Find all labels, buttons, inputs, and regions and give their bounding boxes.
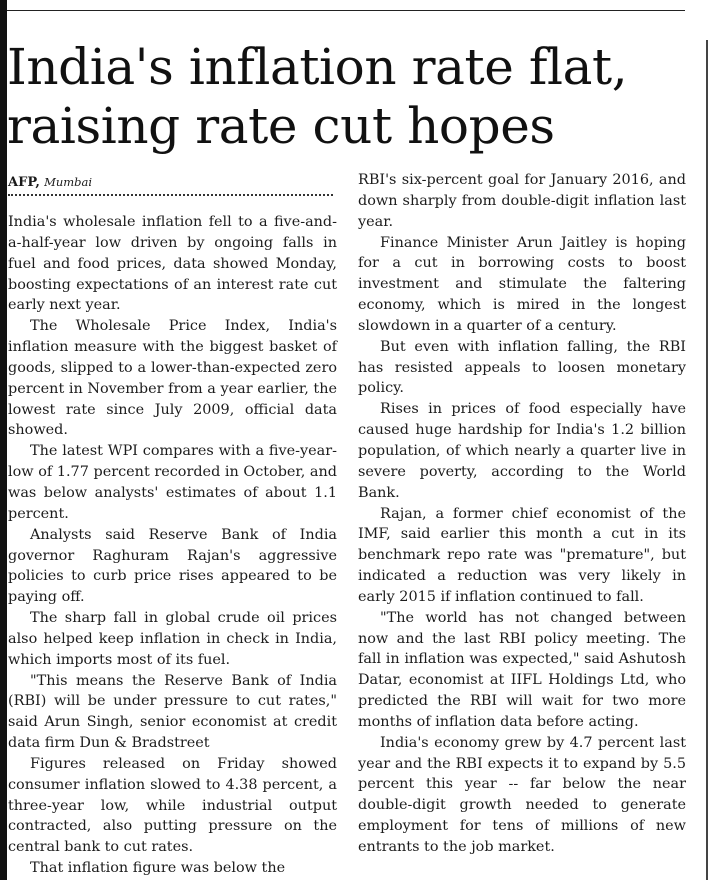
page-edge-bar bbox=[0, 0, 7, 880]
byline bbox=[8, 174, 92, 191]
byline-place: Mumbai bbox=[44, 175, 93, 189]
column-edge-line bbox=[706, 40, 708, 880]
byline-agency: AFP, bbox=[8, 175, 40, 190]
article-column-left bbox=[8, 212, 337, 879]
paragraph: Rises in prices of food especially have caused huge hardship for India's 1.2 billion population, of which nearly a quarter live in severe poverty, according to the World Bank. bbox=[358, 401, 686, 501]
headline bbox=[7, 38, 707, 156]
paragraph: India's wholesale inflation fell to a five-and-a-half-year low driven by ongoing falls in fuel and food prices, data showed Monday, boosting expectations of an interest rate cut early next year. bbox=[8, 214, 337, 314]
top-rule bbox=[7, 10, 685, 11]
paragraph: India's economy grew by 4.7 percent last year and the RBI expects it to expand by 5.5 percent this year -- far below the near double-digit growth needed to generate employment for tens of millions of new entrants to the job market. bbox=[358, 734, 686, 855]
article-column-right bbox=[358, 170, 686, 858]
paragraph: The latest WPI compares with a five-year-low of 1.77 percent recorded in October, and was below analysts' estimates of about 1.1 percent. bbox=[8, 443, 337, 522]
headline-line-1: India's inflation rate flat, bbox=[7, 38, 628, 96]
dotted-divider bbox=[8, 194, 333, 196]
paragraph: That inflation figure was below the bbox=[30, 860, 286, 877]
paragraph: "The world has not changed between now and the last RBI policy meeting. The fall in inflation was expected," said Ashutosh Datar, economist at IIFL Holdings Ltd, who predicted the RBI will wait for two more months of inflation data before acting. bbox=[358, 609, 686, 730]
paragraph: Rajan, a former chief economist of the IMF, said earlier this month a cut in its benchmark repo rate was "premature", but indicated a reduction was very likely in early 2015 if inflation continued to fall. bbox=[358, 505, 686, 605]
headline-line-2: raising rate cut hopes bbox=[7, 97, 555, 155]
paragraph: RBI's six-percent goal for January 2016, and down sharply from double-digit inflation last year. bbox=[358, 172, 686, 230]
paragraph: The sharp fall in global crude oil prices also helped keep inflation in check in India, which imports most of its fuel. bbox=[8, 610, 337, 668]
paragraph: Finance Minister Arun Jaitley is hoping for a cut in borrowing costs to boost investment and stimulate the faltering economy, which is mired in the longest slowdown in a quarter of a century. bbox=[358, 234, 686, 334]
paragraph: "This means the Reserve Bank of India (RBI) will be under pressure to cut rates," said Arun Singh, senior economist at credit data firm Dun & Bradstreet bbox=[8, 672, 337, 752]
paragraph: But even with inflation falling, the RBI has resisted appeals to loosen monetary policy. bbox=[358, 338, 686, 397]
paragraph: Figures released on Friday showed consumer inflation slowed to 4.38 percent, a three-year low, while industrial output contracted, also putting pressure on the central bank to cut rates. bbox=[8, 755, 337, 856]
paragraph: The Wholesale Price Index, India's inflation measure with the biggest basket of goods, slipped to a lower-than-expected zero percent in November from a year earlier, the lowest rate since July 2009, official data showed. bbox=[8, 318, 337, 439]
paragraph: Analysts said Reserve Bank of India governor Raghuram Rajan's aggressive policies to curb price rises appeared to be paying off. bbox=[8, 526, 337, 606]
